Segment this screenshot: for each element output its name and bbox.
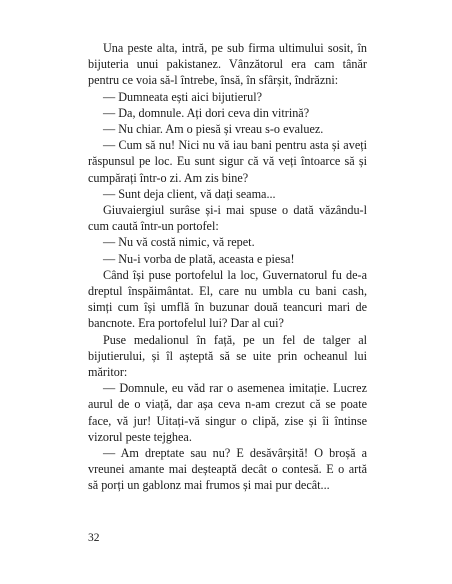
paragraph: Una peste alta, intră, pe sub firma ultimului sosit, în bijuteria unui pakistanez. Vânzătorul era cam tânăr pentru ce voia să-l întrebe, însă, în sfârșit, îndrăzni: bbox=[88, 41, 367, 88]
paragraph: — Da, domnule. Ați dori ceva din vitrină? bbox=[103, 105, 310, 120]
paragraph: — Nu chiar. Am o piesă și vreau s-o evaluez. bbox=[103, 122, 324, 137]
paragraph: Când își puse portofelul la loc, Guvernatorul fu de-a dreptul înspăimântat. El, care nu umbla cu bani cash, simți cum își umflă în buzunar două teancuri mari de bancnote. Era portofelul lui? Dar al cui? bbox=[88, 267, 367, 331]
paragraph: — Am dreptate sau nu? E desăvârșită! O broșă a vreunei amante mai deșteaptă decât o contesă. E o artă să porți un gablonz mai frumos și mai pur decât... bbox=[88, 446, 367, 493]
page-body bbox=[88, 40, 367, 494]
paragraph: Puse medalionul în față, pe un fel de talger al bijutierului, și îl așteptă să se uite prin ocheanul lui măritor: bbox=[88, 332, 367, 380]
paragraph: — Domnule, eu văd rar o asemenea imitație. Lucrez aurul de o viață, dar așa ceva n-am crezut că se poate face, vă jur! Uitați-vă singur o clipă, zise și îi întinse vizorul peste tejghea. bbox=[88, 381, 367, 444]
paragraph: — Sunt deja client, vă dați seama... bbox=[103, 186, 276, 201]
paragraph: — Nu-i vorba de plată, aceasta e piesa! bbox=[103, 251, 295, 266]
paragraph: — Cum să nu! Nici nu vă iau bani pentru asta și aveți răspunsul pe loc. Eu sunt sigur că vă veți întoarce să și cumpărați într-o zi. Am zis bine? bbox=[88, 138, 367, 185]
paragraph: — Nu vă costă nimic, vă repet. bbox=[103, 235, 255, 250]
paragraph: Giuvaiergiul surâse și-i mai spuse o dată văzându-l cum caută într-un portofel: bbox=[88, 203, 367, 234]
page-number: 32 bbox=[88, 532, 100, 544]
paragraph: — Dumneata ești aici bijutierul? bbox=[103, 89, 263, 104]
text-block bbox=[88, 40, 367, 494]
